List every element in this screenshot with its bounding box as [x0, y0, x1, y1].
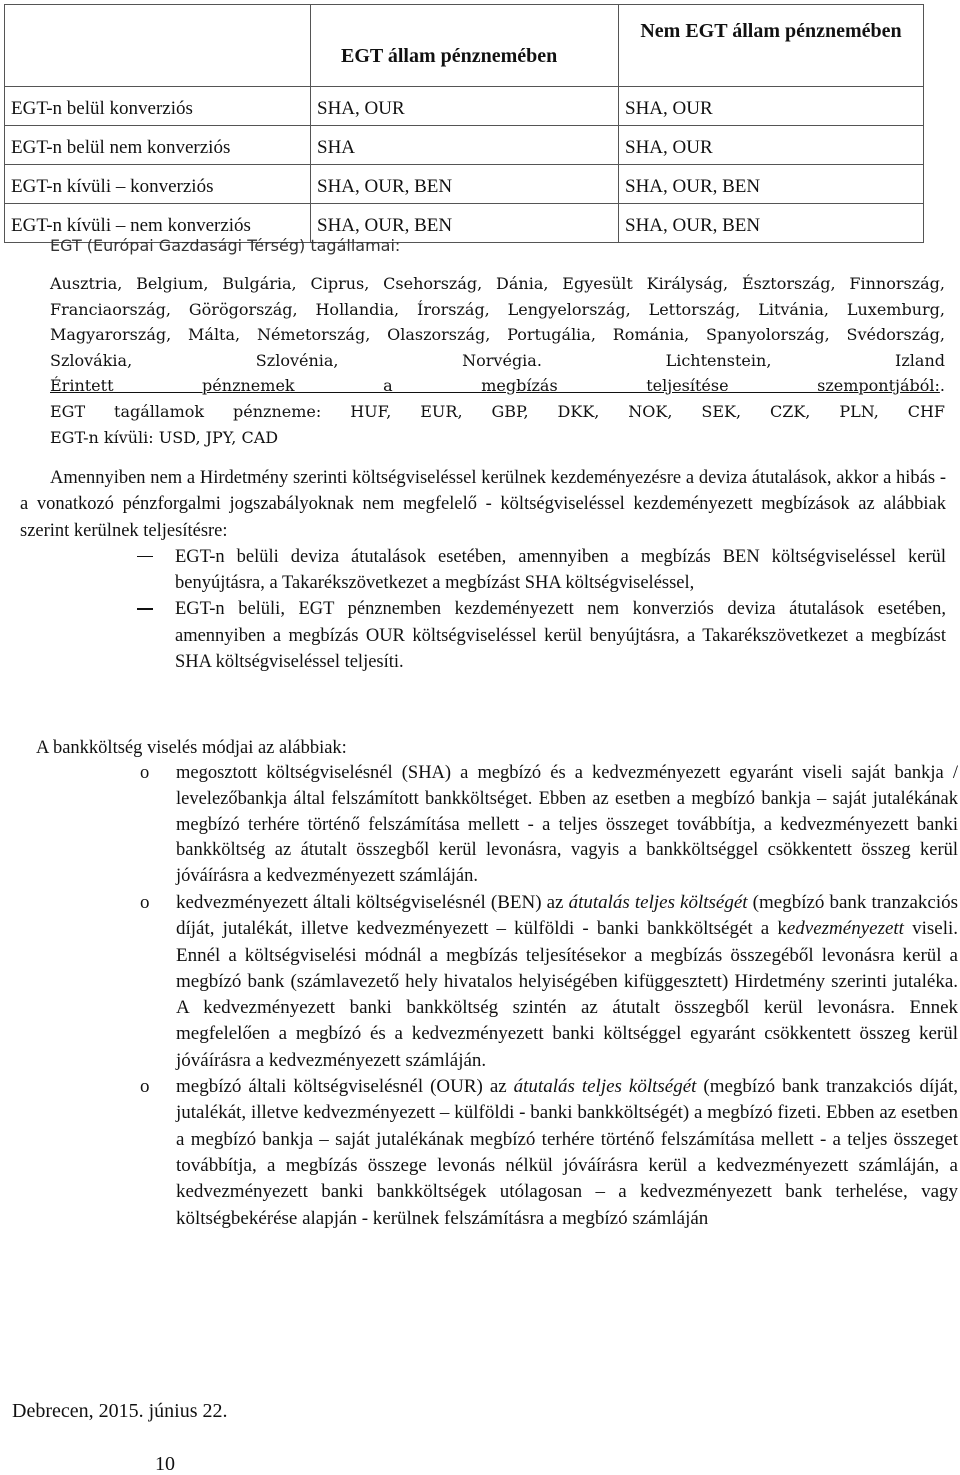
list-item-sha: [140, 761, 958, 890]
list-item: EGT-n belüli, EGT pénznemben kezdeményezett nem konverziós deviza átutalások esetében, amennyiben a megbízás OUR költségviseléssel kerül benyújtásra, a Takarékszövetkezet a megbízást SHA költségviseléssel teljesíti.: [175, 596, 946, 675]
bullet-marker: o: [140, 891, 150, 913]
table-row: [5, 165, 924, 204]
non-egt-currencies-line: EGT-n kívüli: USD, JPY, CAD: [50, 428, 279, 447]
table-cell: SHA, OUR: [311, 87, 619, 126]
table-cell: EGT-n kívüli – nem konverziós: [5, 204, 311, 243]
cost-bearing-table: [4, 4, 924, 243]
fee-modes-list: [140, 761, 958, 1232]
list-item-our: [140, 1074, 958, 1232]
affected-currencies-line: [50, 373, 945, 399]
currency-info: [50, 373, 945, 451]
table-cell: SHA, OUR: [619, 87, 924, 126]
table-header-egt-currency: EGT állam pénznemében: [311, 5, 619, 87]
ben-italic-1: átutalás teljes költségét: [568, 891, 748, 913]
cost-rules-list: [175, 544, 946, 675]
table-cell: SHA, OUR, BEN: [619, 165, 924, 204]
table-row: [5, 126, 924, 165]
egt-country-list: Ausztria, Belgium, Bulgária, Ciprus, Csehország, Dánia, Egyesült Királyság, Észtország, Finnország, Franciaország, Görögország, Hollandia, Írország, Lengyelország, Lettország, Litvánia, Luxemburg, Magyarország, Málta, Németország, Olaszország, Portugália, Románia, Spanyolország, Svédország, Szlovákia, Szlovénia, Norvégia. Lichtenstein, Izland: [50, 274, 945, 370]
table-cell: EGT-n belül nem konverziós: [5, 126, 311, 165]
our-text-2: (megbízó bank tranzakciós díját, jutalékát, illetve kedvezményezett – külföldi - banki bankköltségét) a megbízó fizeti. Ebben az esetben a megbízó bankja – saját jutalékának megbízó terhére történő felszámítása mellett - a teljes összeget továbbítja, a megbízás összege levonás nélkül jóváírásra kerül a kedvezményezett számláján, a kedvezményezett banki bankköltségek utólagosan – a kedvezményezett bank terhelése, vagy költségbekérése alapján - kerülnek felszámításra a megbízó számláján: [176, 1076, 958, 1229]
affected-currencies-label: Érintett pénznemek a megbízás teljesítése szempontjából:: [50, 376, 940, 395]
table-cell: SHA, OUR, BEN: [311, 165, 619, 204]
table-cell: EGT-n kívüli – konverziós: [5, 165, 311, 204]
table-cell: SHA: [311, 126, 619, 165]
ben-text-3: viseli. Ennél a költségviselési módnál a megbízás teljesítésekor a megbízás összegéből levonásra kerül a megbízó bank (számlavezető hely hivatalos helyiségében kifüggesztett) Hirdetmény szerinti jutaléka. A kedvezményezett banki bankköltség szintén az átutalt összegből kerül levonásra. Ennek megfelelően a megbízó és a kedvezményezett banki költséggel egyaránt csökkentett összeg kerül jóváírásra a kedvezményezett számláján.: [176, 918, 958, 1071]
page-number: 10: [155, 1453, 175, 1475]
our-italic: átutalás teljes költségét: [513, 1076, 697, 1098]
egt-member-states-section: [50, 236, 945, 451]
table-cell: SHA, OUR, BEN: [619, 204, 924, 243]
list-item: EGT-n belüli deviza átutalások esetében, amennyiben a megbízás BEN költségviseléssel kerül benyújtásra, a Takarékszövetkezet a megbízást SHA költségviseléssel,: [175, 544, 946, 597]
ben-text-2: (megbízó bank tranzakciós díját, jutalékát, illetve kedvezményezett – külföldi - banki bankköltségét a k: [176, 891, 958, 940]
affected-currencies-suffix: .: [939, 376, 945, 395]
table-row: [5, 87, 924, 126]
table-header-row: [5, 5, 924, 87]
incorrect-cost-bearing-section: [20, 465, 946, 675]
table-header-empty: [5, 5, 311, 87]
cost-rules-intro: Amennyiben nem a Hirdetmény szerinti költségviseléssel kerülnek kezdeményezésre a deviza átutalások, akkor a hibás - a vonatkozó pénzforgalmi jogszabályoknak nem megfelelő - költségviseléssel kezdeményezett megbízások az alábbiak szerint kerülnek teljesítésre:: [20, 468, 946, 541]
table-cell: SHA, OUR, BEN: [311, 204, 619, 243]
egt-currencies-line: EGT tagállamok pénzneme: HUF, EUR, GBP, DKK, NOK, SEK, CZK, PLN, CHF: [50, 402, 945, 421]
sha-description: megosztott költségviselésnél (SHA) a megbízó és a kedvezményezett egyaránt viseli saját bankja / levelezőbankja által felszámított bankköltséget. Ebben az esetben a megbízó bankja – saját jutalékának megbízó terhére történő felszámítása mellett - a teljes összeget továbbítja, a kedvezményezett banki bankköltség az átutalt összegből kerül levonásra, vagyis a bankköltséggel csökkentett összeg kerül jóváírásra a kedvezményezett számláján.: [176, 763, 958, 887]
our-text-1: megbízó általi költségviselésnél (OUR) az: [176, 1076, 514, 1098]
egt-title: EGT (Európai Gazdasági Térség) tagállamai:: [50, 236, 401, 255]
ben-text-1: kedvezményezett általi költségviselésnél (BEN) az: [176, 891, 569, 913]
table-cell: EGT-n belül konverziós: [5, 87, 311, 126]
bank-fee-modes-section: [36, 735, 958, 1232]
ben-italic-2: edvezményezett: [786, 918, 904, 940]
table-header-non-egt-currency: Nem EGT állam pénznemében: [619, 5, 924, 87]
bullet-marker: o: [140, 763, 150, 783]
bullet-marker: o: [140, 1076, 150, 1098]
table-cell: SHA, OUR: [619, 126, 924, 165]
list-item-ben: [140, 890, 958, 1074]
place-date: Debrecen, 2015. június 22.: [12, 1400, 228, 1422]
fee-modes-intro: A bankköltség viselés módjai az alábbiak:: [36, 738, 347, 758]
